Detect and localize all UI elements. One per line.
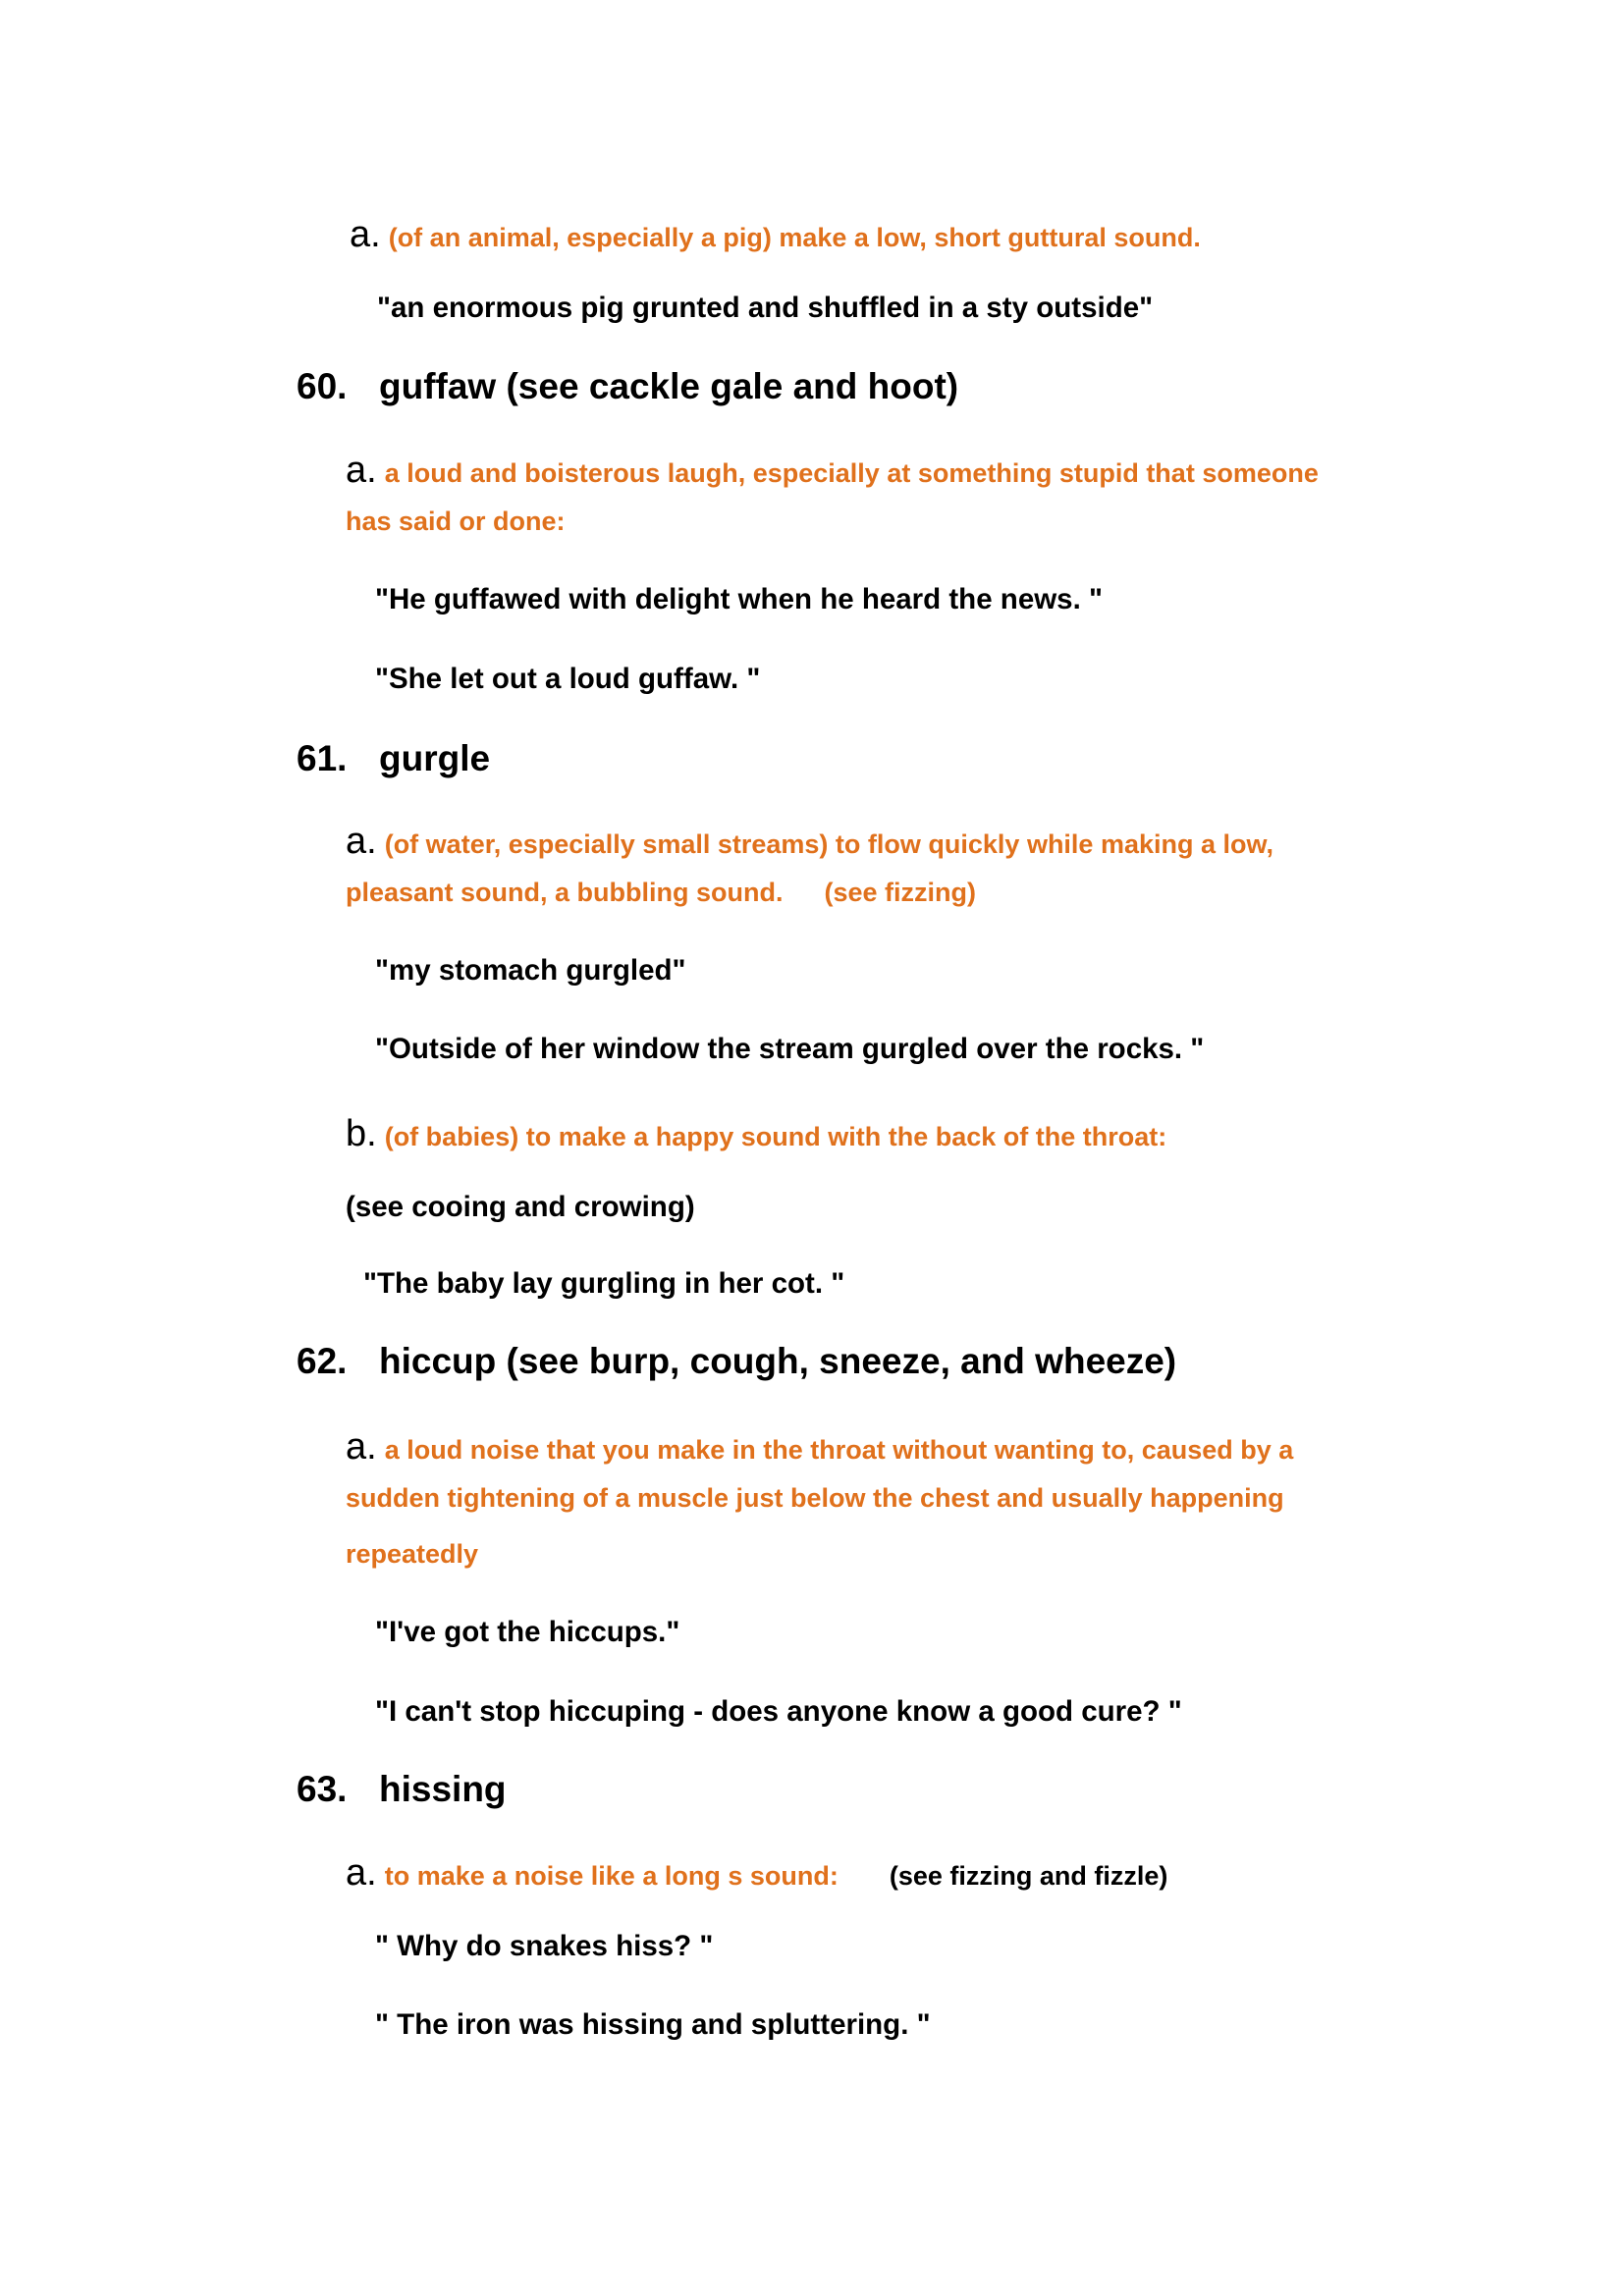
entry-heading-gurgle: [297, 738, 490, 779]
gurgle-sense-b-example-1: "The baby lay gurgling in her cot. ": [363, 1267, 845, 1300]
entry-heading-hiccup: [297, 1341, 1176, 1382]
entry-number: 60.: [297, 366, 348, 406]
entry-word: gurgle: [379, 738, 491, 778]
entry-word: hiccup (see burp, cough, sneeze, and wheeze): [379, 1341, 1177, 1381]
hiccup-sense-a-definition-line-1: [346, 1426, 1293, 1468]
gurgle-sense-a-definition-line-1: [346, 821, 1273, 863]
see-also-reference: (see fizzing): [824, 878, 977, 907]
hiccup-sense-a-definition-line-3: repeatedly: [346, 1539, 479, 1569]
hiccup-example-1: "I've got the hiccups.": [375, 1616, 680, 1648]
gurgle-example-1: "my stomach gurgled": [375, 954, 686, 987]
sense-marker: a.: [350, 214, 381, 255]
grunt-example-1: "an enormous pig grunted and shuffled in a sty outside": [377, 292, 1154, 324]
hiccup-sense-a-definition-line-2: sudden tightening of a muscle just below the chest and usually happening: [346, 1483, 1284, 1513]
hissing-example-2: " The iron was hissing and spluttering. ": [375, 2008, 931, 2041]
definition-text: (of water, especially small streams) to flow quickly while making a low,: [384, 829, 1273, 859]
entry-heading-guffaw: [297, 366, 958, 407]
sense-marker: a.: [346, 1852, 377, 1894]
hiccup-example-2: "I can't stop hiccuping - does anyone know a good cure? ": [375, 1695, 1182, 1728]
sense-marker: a.: [346, 1426, 377, 1468]
gurgle-sense-b-see-also: (see cooing and crowing): [346, 1191, 695, 1223]
grunt-sense-a-definition: [350, 214, 1201, 256]
guffaw-example-1: "He guffawed with delight when he heard the news. ": [375, 583, 1103, 615]
hissing-example-1: " Why do snakes hiss? ": [375, 1930, 714, 1962]
guffaw-sense-a-definition-line-2: has said or done:: [346, 507, 566, 536]
entry-number: 62.: [297, 1341, 348, 1381]
gurgle-sense-b-definition: [346, 1113, 1166, 1155]
guffaw-sense-a-definition-line-1: [346, 450, 1319, 492]
hissing-sense-a-definition: [346, 1852, 1167, 1895]
sense-marker: b.: [346, 1113, 377, 1154]
sense-marker: a.: [346, 450, 377, 491]
definition-text: pleasant sound, a bubbling sound.: [346, 878, 784, 907]
gurgle-example-2: "Outside of her window the stream gurgled over the rocks. ": [375, 1033, 1205, 1065]
entry-number: 61.: [297, 738, 348, 778]
entry-word: hissing: [379, 1769, 507, 1809]
definition-text: a loud and boisterous laugh, especially at something stupid that someone: [384, 458, 1319, 488]
definition-text: a loud noise that you make in the throat without wanting to, caused by a: [384, 1435, 1294, 1465]
entry-heading-hissing: [297, 1769, 507, 1810]
see-also-reference: (see fizzing and fizzle): [889, 1861, 1168, 1891]
gurgle-sense-a-definition-line-2: [346, 878, 976, 908]
entry-number: 63.: [297, 1769, 348, 1809]
guffaw-example-2: "She let out a loud guffaw. ": [375, 663, 761, 695]
sense-marker: a.: [346, 821, 377, 862]
definition-text: (of babies) to make a happy sound with the back of the throat:: [384, 1122, 1167, 1151]
definition-text: to make a noise like a long s sound:: [384, 1861, 839, 1891]
definition-text: (of an animal, especially a pig) make a low, short guttural sound.: [388, 223, 1201, 252]
entry-word: guffaw (see cackle gale and hoot): [379, 366, 959, 406]
